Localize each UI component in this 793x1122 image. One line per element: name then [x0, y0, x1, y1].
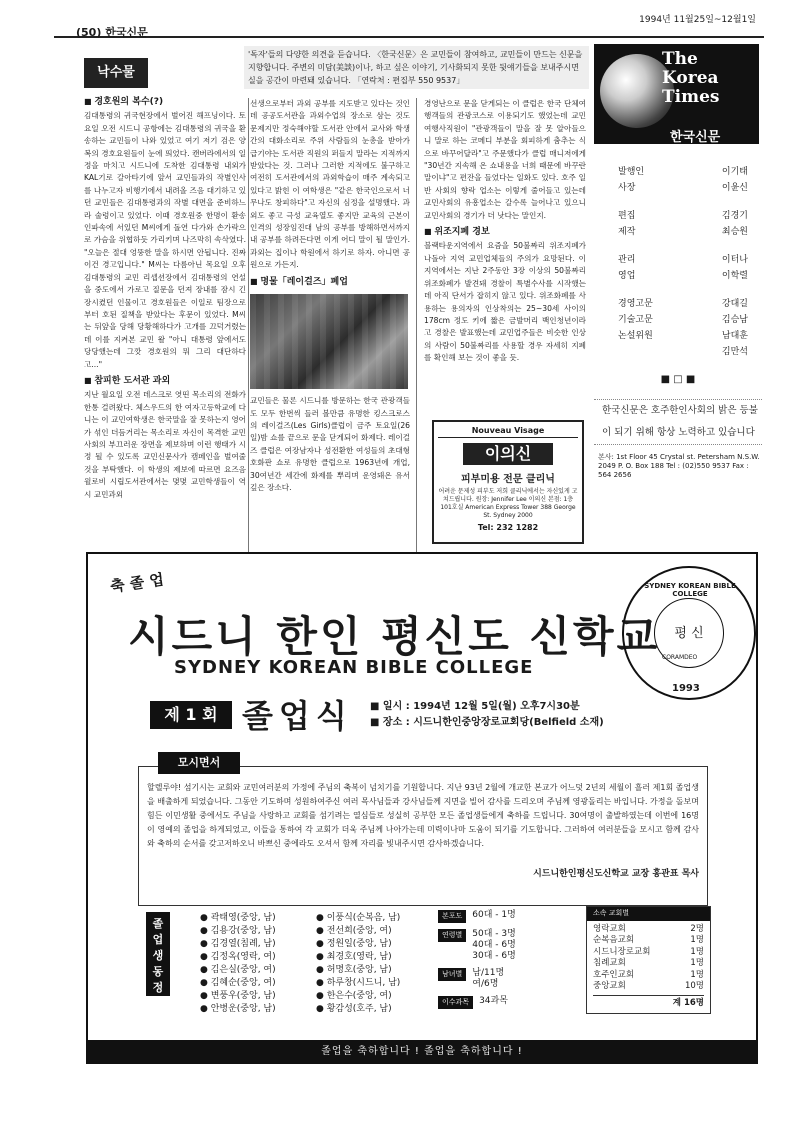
graduation-ad: [86, 552, 758, 1064]
staff-role: 관리: [618, 255, 636, 265]
staff-role: 경영고문: [618, 299, 653, 309]
footer-banner: 졸업을 축하합니다 ! 졸업을 축하합니다 !: [86, 1040, 758, 1064]
staff-gap: [618, 240, 748, 252]
staff-row: [618, 164, 748, 180]
church-total: 계 16명: [593, 995, 704, 1010]
column-1: [84, 58, 246, 558]
church-count: 1명: [690, 969, 704, 980]
graduates-label: [146, 912, 170, 996]
article-title: ■ 위조지폐 경보: [424, 226, 586, 238]
church-name: 침례교회: [593, 958, 626, 968]
age-row: 40대 - 6명: [472, 940, 516, 950]
graduate-item: ● 변풍우(중앙, 남): [200, 990, 276, 1003]
staff-name: 이윤신: [721, 183, 748, 193]
article-body: 교민들은 물론 시드니를 방문하는 한국 관광객들도 모두 한번씩 들러 볼만큼 유명한 킹스크로스의 레이걸즈(Les Girls)클럽이 금주 토요일(26일)밤 쇼를 끝으로 문을 닫게되어 화제다. 레이걸즈 클럽은 여장남자나 성전환한 여성들의 초대형 호화판 쇼로 유명한 클럽으로 1963년에 개업, 30여년간 세간에 화제를 뿌리며 운영돼온 유서깊은 장소다.: [250, 396, 410, 492]
graduate-item: ● 김경열(침례, 남): [200, 938, 276, 951]
event-date: ■ 일시 : 1994년 12월 5일(월) 오후7시30분: [370, 701, 580, 712]
invitation-label: 모시면서: [158, 752, 240, 774]
graduate-item: ● 한은수(중앙, 여): [316, 990, 400, 1003]
staff-name: 이기태: [721, 167, 748, 177]
graduate-item: ● 이풍식(순복음, 남): [316, 912, 400, 925]
event-details: [370, 699, 604, 731]
church-table-header: 소속 교회별: [587, 907, 710, 921]
church-row: [593, 924, 704, 936]
article-body: 블랙타운지역에서 요즘을 50불짜리 위조지폐가 나돌아 지역 교민업체들의 주의가 요망된다. 이 지역에서는 지난 2주동안 3장 이상의 50불짜리 위조화폐가 발견돼 경찰이 특별수사를 시작했는데 아직 단서가 잡히지 않고 있다. 위조화폐를 사용하는 용의자의 인상착의는 25~30세 사이의 178cm 정도 키에 짧은 금발머리 백인청년이라고 경찰은 발표했는데 교민업주들은 비슷한 인상의 사람이 50불짜리를 사용할 경우 자세히 지폐를 확인해 보는 것이 좋을 듯.: [424, 241, 586, 363]
article-title: ■ 경호원의 복수(?): [84, 96, 246, 108]
stat-tag: 남녀별: [438, 968, 466, 981]
graduates-label-char: 졸: [152, 917, 164, 930]
staff-row: [618, 296, 748, 312]
staff-name: 김승남: [721, 315, 748, 325]
ad-phone: Tel: 232 1282: [477, 523, 539, 532]
staff-role: 편집: [618, 211, 636, 221]
column-3: [424, 98, 586, 416]
graduate-item: ● 안병운(중앙, 남): [200, 1003, 276, 1016]
staff-role: 사장: [618, 183, 636, 193]
page-number: (50) 한국신문: [76, 26, 148, 39]
stat-ages: [472, 929, 516, 962]
newspaper-logo: [594, 44, 759, 144]
ad-description: 어려운 문제성 피부도 저희 클리닉에서는 자신있게 고쳐드립니다. 원장: Jennifer Lee 이의신 본점: 1층 101호실 American Express Tower 388 George St. Sydney 2000: [438, 488, 578, 519]
emblem-ring-text: SYDNEY KOREAN BIBLE COLLEGE: [644, 582, 736, 598]
motto: 한국신문은 호주한인사회의 밝은 등불이 되기 위해 항상 노력하고 있습니다: [594, 399, 762, 445]
staff-name: 이학렬: [721, 271, 748, 281]
graduate-item: ● 김용강(중앙, 남): [200, 925, 276, 938]
column-divider: [248, 98, 249, 553]
graduate-item: ● 최경호(영락, 남): [316, 951, 400, 964]
page-header: [54, 8, 764, 38]
ad-brand: Nouveau Visage: [438, 426, 578, 438]
column-tag: 낙수물: [84, 58, 148, 88]
staff-name: 최승원: [721, 227, 748, 237]
les-girls-photo: [250, 294, 408, 389]
ad-name: 이의신: [463, 443, 553, 465]
article-title: ■ 참피한 도서관 과외: [84, 375, 246, 387]
issue-date: 1994년 11월25일~12월1일: [639, 15, 756, 25]
graduates-label-char: 업: [152, 933, 164, 946]
graduate-item: ● 허명호(중앙, 남): [316, 964, 400, 977]
article-body: 선생으로부터 과외 공부를 지도받고 있다는 것인데 공공도서관을 과외수업의 장소로 삼는 것도 문제지만 정숙해야할 도서관 안에서 교사와 학생간의 대화소리로 주위 사람들의 눈총을 받아가 급기야는 도서관 직원의 퍼들지 말라는 지적까지 받았다는 것. 그러나 그러한 지적에도 불구하고 여전히 도서관에서의 과외학습이 매주 계속되고 있다고 밝힌 이 여학생은 "같은 한국인으로서 너무나도 창피하다"고 자신의 심정을 설명했다. 과외도 좋고 극성 교육열도 좋지만 교육의 근본이 인격의 성장임진대 남의 공부를 방해하면서까지 내 공부를 하려든다면 이게 어디 말이 될 말인가. 과외는 집이나 학원에서 하기로 하자. 아니면 공원으로 가든지.: [250, 99, 410, 270]
staff-row: [618, 180, 748, 196]
stat-tag: 이수과목: [438, 996, 473, 1009]
staff-role: 발행인: [618, 167, 645, 177]
graduate-item: ● 전선희(중앙, 여): [316, 925, 400, 938]
staff-row: [618, 224, 748, 240]
staff-role: 기술고문: [618, 315, 653, 325]
church-row: [593, 947, 704, 959]
graduates-label-char: 동: [152, 965, 164, 978]
stat-value: 34과목: [479, 996, 508, 1006]
clinic-ad: [432, 420, 584, 544]
graduates-label-char: 정: [152, 981, 164, 994]
church-name: 시드니장로교회: [593, 946, 651, 957]
college-title-en: SYDNEY KOREAN BIBLE COLLEGE: [174, 657, 534, 678]
invitation-box: [138, 766, 708, 906]
staff-name: 김경기: [721, 211, 748, 221]
age-row: 50대 - 3명: [472, 929, 516, 939]
staff-name: 남대훈: [721, 331, 748, 341]
college-emblem: [622, 566, 756, 700]
session-badge: 제 1 회: [150, 701, 232, 729]
graduate-item: ● 하루창(시드니, 남): [316, 977, 400, 990]
church-row: [593, 935, 704, 947]
church-name: 중앙교회: [593, 981, 626, 991]
logo-english: The Korea Times: [662, 49, 720, 107]
article-title: ■ 명물「레이걸즈」폐업: [250, 276, 410, 288]
graduates-list-1: [200, 912, 276, 1016]
graduate-item: ● 김은실(중앙, 여): [200, 964, 276, 977]
church-row: [593, 970, 704, 982]
staff-list: [618, 164, 748, 360]
age-row: 30대 - 6명: [472, 951, 516, 961]
stat-tag: 본포도: [438, 910, 466, 923]
ad-service: 피부미용 전문 클리닉: [461, 474, 555, 485]
college-title: 시드니 한인 평신도 신학교: [128, 612, 661, 661]
signature: 시드니한인평신도신학교 교장 홍관표 목사: [533, 869, 699, 879]
emblem-year: 1993: [672, 683, 700, 694]
masthead: [594, 44, 762, 524]
staff-gap: [618, 284, 748, 296]
church-name: 순복음교회: [593, 935, 635, 945]
church-count: 1명: [690, 958, 704, 968]
church-name: 영락교회: [593, 923, 626, 934]
emblem-motto: CORAMDEO: [662, 654, 698, 661]
graduate-item: ● 황감성(호주, 남): [316, 1003, 400, 1016]
article-body: 경영난으로 문을 닫게되는 이 클럽은 한국 단체여행객들의 관광코스로 이용되기도 했었는데 교민여행사직원이 "관광객들이 말을 잘 못 알아들으니 말로 하는 코메디 부분을 회피하게 춤추는 식으로 바꾸어달라"고 주문했다가 클럽 매니저에게 "30년간 지속해 온 쇼내용을 너희 때문에 바꾸란 말이냐"고 편잔을 들었다는 일화도 있다. 호주 일반 사회의 향락 업소는 이렇게 줄어들고 있는데 교민사회의 유흥업소는 갈수록 늘어나고 있으니 교민사회의 경기가 더 낫다는 말인지.: [424, 99, 586, 220]
graduate-stats: [438, 910, 578, 1015]
article-body: 김대통령의 귀국현장에서 벌어진 해프닝이다. 토요일 오전 시드니 공항에는 김대통령의 귀국을 환송하는 교민들이 나와 있었고 여기 저기 검은 양복의 경호요원들이 눈에 띄었다. 캔버라에서의 일정을 마치고 시드니에 도착한 김대통령 내외가 KAL기로 갈아타기에 앞서 교민들과의 작별인사를 나누고자 비행기에서 내려올 즈음 대기하고 있던 교민들은 김대통령과의 작별 대면을 준비하느라 술렁이고 있었다. 이때 경호원중 한명이 환송 인파속에 서있던 M씨에게 돌연 다가와 손가락으로 가슴을 위협하듯 가리키며 나즈막히 속삭였다. "오늘은 절대 엉뚱한 말을 하시면 안됩니다. 진짜 이건 경고입니다." M씨는 다름아닌 목요일 오후 김대통령의 교민 리셉션장에서 김대통령의 연설을 중도에서 가로고 질문을 던져 장내를 잠시 긴장시켰던 인물이고 경호원들은 이일로 팀장으로부터 호된 질책을 받았다는 후문이 있었다. M씨는 뒤앞을 당해 당황해하다가 고개를 끄덕거렸는데 이를 지켜본 교민 왈 "아니 대통령 앞에서도 당당했는데 그깟 경호원의 뭐 그리 대단하다고...": [84, 111, 246, 369]
staff-role: 논설위원: [618, 331, 653, 341]
congrats-label: 축 졸 업: [109, 570, 165, 596]
stat-tag: 연령별: [438, 929, 466, 942]
graduates-label-char: 생: [152, 949, 164, 962]
column-2: [250, 98, 410, 558]
invitation-text: 할렐루야! 섬기시는 교회와 교민여러분의 가정에 주님의 축복이 넘치기를 기원합니다. 지난 93년 2월에 개교한 본교가 어느덧 2년의 세월이 흘러 제1회 졸업생을 배출하게 되었습니다. 그동안 기도하며 성원하여주신 여러 목사님들과 강사님들께 지면을 빌어 감사를 드리오며 주님께 영광돌리는 바입니다. 가정을 돌보며 힘든 이민생활 중에서도 주님을 사랑하고 교회를 섬기려는 열심들로 성실히 공부한 모든 졸업생들에게 축하를 드립니다. 30여명이 출발하였는데 이번에 16명이 영예의 졸업을 하게되었고, 이들을 통하여 각 교회가 더욱 주님께 나아가는데 미력이나마 도움이 되기를 기도합니다. 그러하여 여러분들을 모시고 함께 감사와 축하의 순서를 갖고저하오니 바쁘신 중에라도 오셔서 함께 자리를 빛내주시면 감사하겠습니다.: [147, 783, 699, 848]
staff-name: 강대길: [721, 299, 748, 309]
stat-value: 60대 - 1명: [472, 910, 516, 920]
staff-row: [618, 344, 748, 360]
graduate-item: ● 곽태영(중앙, 남): [200, 912, 276, 925]
church-row: [593, 958, 704, 970]
column-divider: [416, 98, 417, 553]
staff-row: [618, 312, 748, 328]
gender-row: 남/11명: [472, 968, 505, 978]
reader-notice: '독자'들의 다양한 의견을 듣습니다. 〈한국신문〉은 교민들이 참여하고, 교민들이 만드는 신문을 지향합니다. 주변의 미담(美談)이나, 하고 싶은 이야기, 기사화되지 못한 뒷얘기들을 보내주시면 실을 공간이 마련돼 있습니다. 「연락처 : 편집부 550 9537」: [244, 46, 589, 89]
graduate-item: ● 김혜순(중앙, 여): [200, 977, 276, 990]
church-count: 2명: [690, 923, 704, 934]
gender-row: 여/6명: [472, 979, 499, 989]
graduates-list-2: [316, 912, 400, 1016]
church-name: 호주인교회: [593, 969, 635, 980]
address: 본사: 1st Floor 45 Crystal st. Petersham N.S.W. 2049 P. O. Box 188 Tel : (02)550 9537 Fax : 564 2656: [598, 453, 760, 479]
staff-row: [618, 268, 748, 284]
church-row: [593, 981, 704, 993]
staff-row: [618, 328, 748, 344]
church-count: 1명: [690, 946, 704, 957]
logo-korean: 한국신문: [670, 130, 721, 144]
graduate-item: ● 김정옥(영락, 여): [200, 951, 276, 964]
article-body: 지난 월요일 오전 데스크로 엿띤 목소리의 전화가 한통 걸려왔다. 체스우드의 한 여자고등학교에 다니는 이 교민여학생은 한국말을 잘 못하는지 영어가 섞인 더듬거리는 목소리로 자신이 목격한 교민사회의 부끄러운 장면을 제보하며 이런 행태가 시정 될 수 있도록 교민신문사가 캠페인을 벌여줄 것을 부탁했다. 이 학생의 제보에 따르면 요즈음 윌로비 시립도서관에서는 몇몇 교민학생들이 역시 교민과외: [84, 390, 246, 499]
church-table: [586, 906, 711, 1014]
ceremony-title: 졸업식: [242, 697, 353, 735]
staff-role: 영업: [618, 271, 636, 281]
staff-gap: [618, 196, 748, 208]
stat-gender: [472, 968, 504, 990]
church-count: 1명: [690, 935, 704, 945]
divider-squares: ■ □ ■: [660, 374, 696, 385]
staff-name: 이터나: [721, 255, 748, 265]
graduate-item: ● 정원일(중앙, 남): [316, 938, 400, 951]
event-place: ■ 장소 : 시드니한인중앙장로교회당(Belfield 소재): [370, 717, 604, 728]
staff-row: [618, 208, 748, 224]
staff-name: 김만석: [721, 347, 748, 357]
emblem-center: 평 신: [654, 598, 724, 668]
staff-role: 제작: [618, 227, 636, 237]
staff-row: [618, 252, 748, 268]
church-count: 10명: [684, 981, 704, 991]
